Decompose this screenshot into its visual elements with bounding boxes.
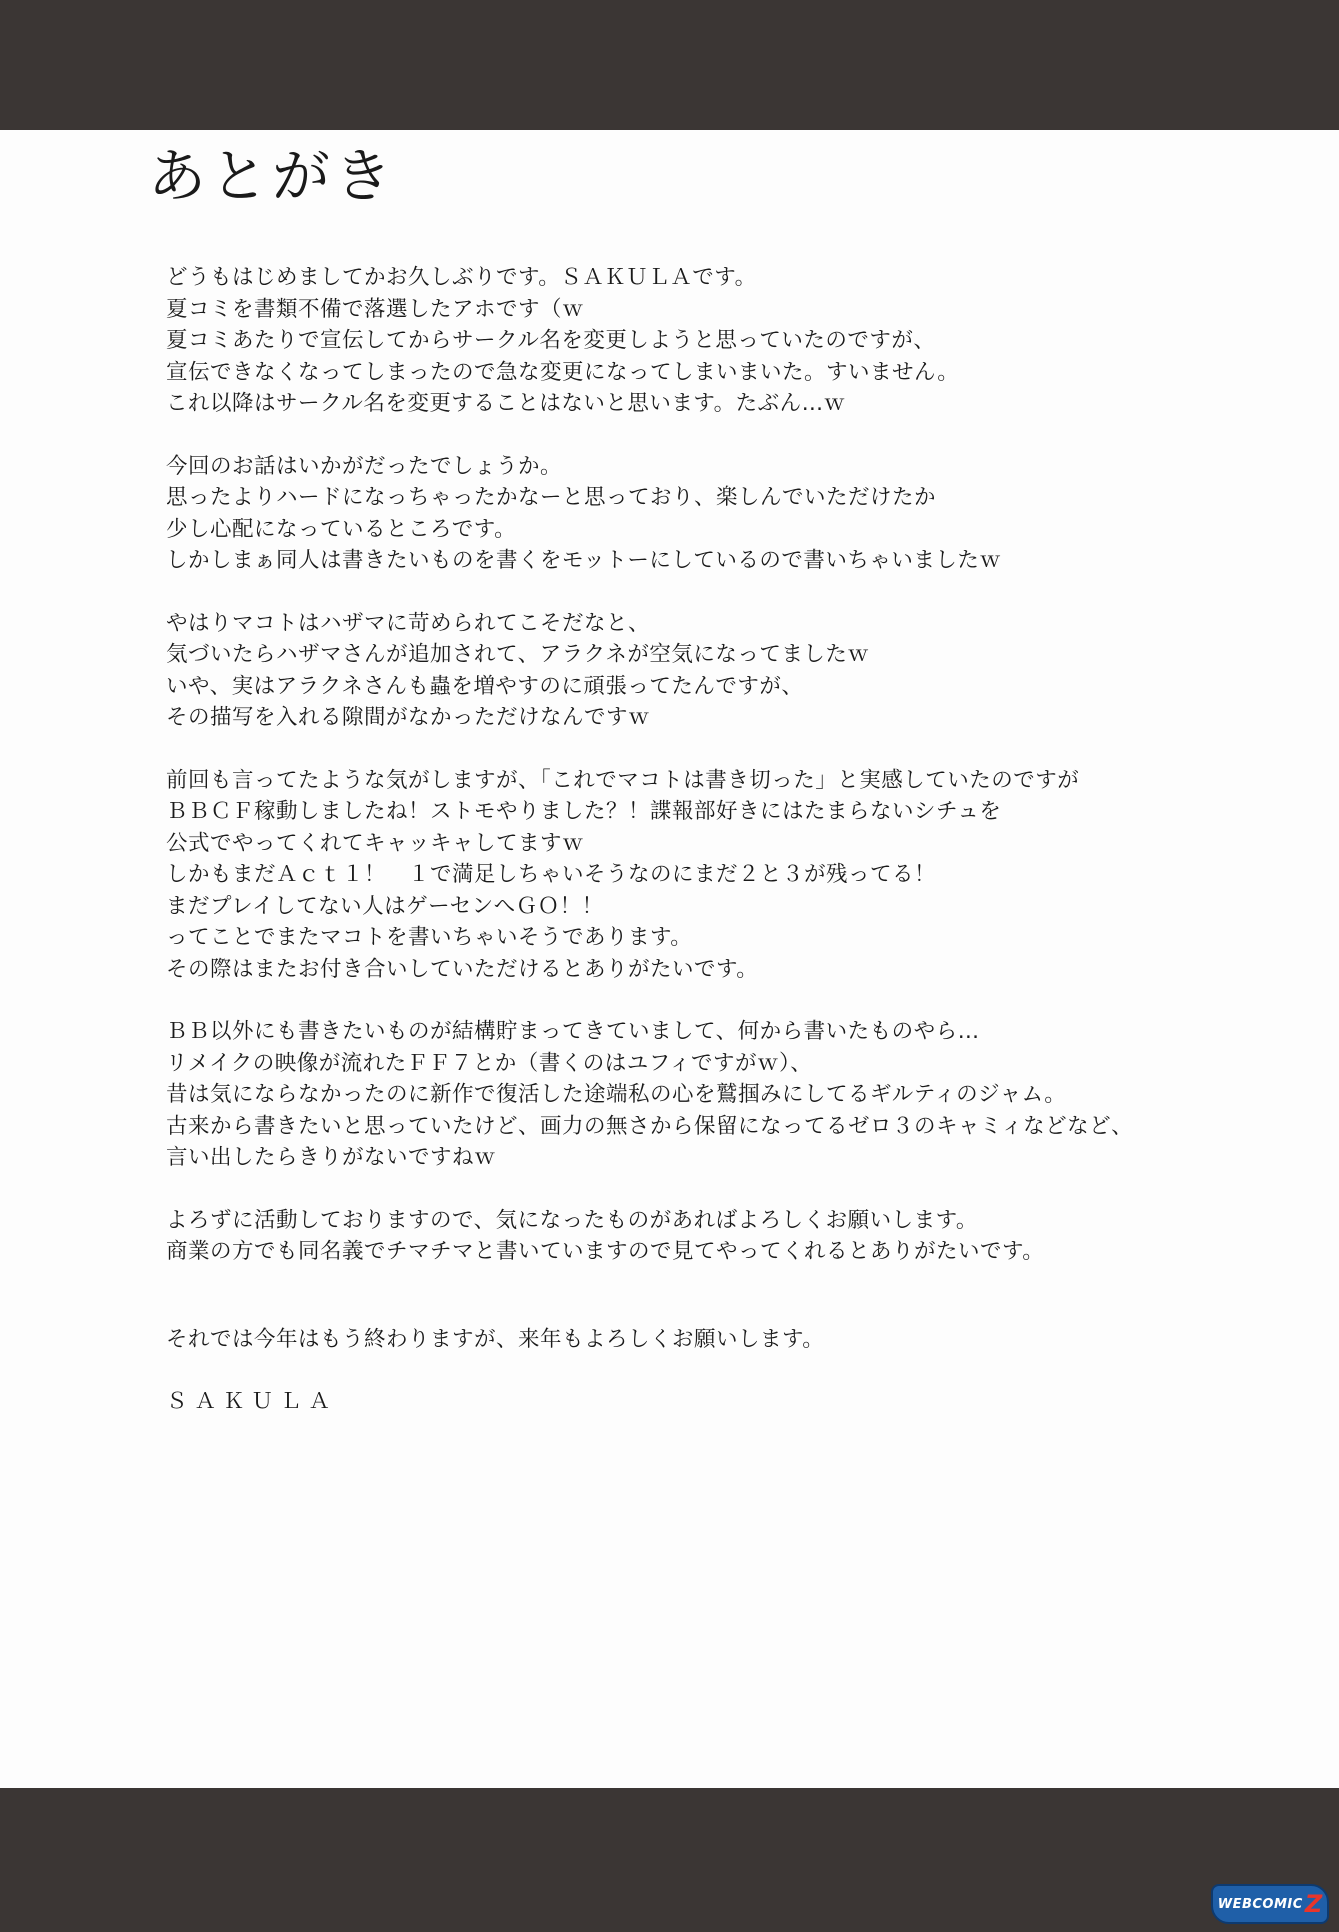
text-line: リメイクの映像が流れたＦＦ７とか（書くのはユフィですがｗ）、 [166, 1050, 813, 1076]
top-dark-border [0, 0, 1339, 130]
text-line: 今回のお話はいかがだったでしょうか。 [166, 453, 563, 479]
text-line: いや、実はアラクネさんも蟲を増やすのに頑張ってたんですが、 [166, 673, 804, 699]
text-line: まだプレイしてない人はゲーセンへＧＯ！！ [166, 893, 604, 919]
paragraph [166, 1205, 1316, 1268]
text-line: 言い出したらきりがないですねｗ [166, 1145, 497, 1170]
closing-line: それでは今年はもう終わりますが、来年もよろしくお願いします。 [166, 1326, 825, 1352]
paragraph [166, 451, 1316, 577]
watermark-text: WEBCOMIC [1217, 1896, 1303, 1912]
text-line: その描写を入れる隙間がなかっただけなんですｗ [166, 705, 651, 730]
watermark-accent: Z [1304, 1890, 1323, 1918]
text-line: 思ったよりハードになっちゃったかなーと思っており、楽しんでいただけたか [166, 485, 937, 510]
paragraph [166, 608, 1316, 734]
text-line: 夏コミを書類不備で落選したアホです（ｗ [166, 296, 585, 322]
site-watermark-logo[interactable] [1211, 1884, 1329, 1924]
text-line: 前回も言ってたような気がしますが、「これでマコトは書き切った」と実感していたのですが [166, 767, 1080, 793]
text-line: しかもまだＡｃｔ１！ １で満足しちゃいそうなのにまだ２と３が残ってる！ [166, 862, 937, 887]
author-signature: ＳＡＫＵＬＡ [166, 1389, 338, 1414]
text-line: ＢＢＣＦ稼動しましたね！ストモやりました？！諜報部好きにはたまらないシチュを [166, 799, 1002, 824]
text-line: これ以降はサークル名を変更することはないと思います。たぶん…ｗ [166, 391, 846, 416]
text-line: 昔は気にならなかったのに新作で復活した途端私の心を鷲掴みにしてるギルティのジャム。 [166, 1082, 1067, 1107]
closing-paragraph [166, 1324, 1316, 1356]
text-line: 気づいたらハザマさんが追加されて、アラクネが空気になってましたｗ [166, 642, 870, 667]
text-line: 少し心配になっているところです。 [166, 516, 517, 542]
paragraph [166, 262, 1316, 420]
text-line: 商業の方でも同名義でチマチマと書いていますので見てやってくれるとありがたいです。 [166, 1239, 1045, 1264]
text-line: よろずに活動しておりますので、気になったものがあればよろしくお願いします。 [166, 1207, 978, 1233]
text-line: ってことでまたマコトを書いちゃいそうであります。 [166, 925, 693, 950]
paragraph [166, 1016, 1316, 1174]
text-line: どうもはじめましてかお久しぶりです。ＳＡＫＵＬＡです。 [166, 265, 757, 290]
text-line: 公式でやってくれてキャッキャしてますｗ [166, 830, 585, 856]
paragraph [166, 765, 1316, 986]
bottom-dark-border [0, 1788, 1339, 1932]
text-line: ＢＢ以外にも書きたいものが結構貯まってきていまして、何から書いたものやら… [166, 1019, 980, 1044]
text-line: しかしまぁ同人は書きたいものを書くをモットーにしているので書いちゃいましたｗ [166, 548, 1002, 573]
text-line: 古来から書きたいと思っていたけど、画力の無さから保留になってるゼロ３のキャミィなどなど、 [166, 1113, 1134, 1139]
page-title: あとがき [148, 142, 397, 210]
afterword-body [166, 262, 1316, 1417]
text-line: 夏コミあたりで宣伝してからサークル名を変更しようと思っていたのですが、 [166, 328, 936, 353]
text-line: 宣伝できなくなってしまったので急な変更になってしまいまいた。すいません。 [166, 359, 960, 385]
text-line: やはりマコトはハザマに苛められてこそだなと、 [166, 610, 651, 636]
text-line: その際はまたお付き合いしていただけるとありがたいです。 [166, 956, 759, 982]
